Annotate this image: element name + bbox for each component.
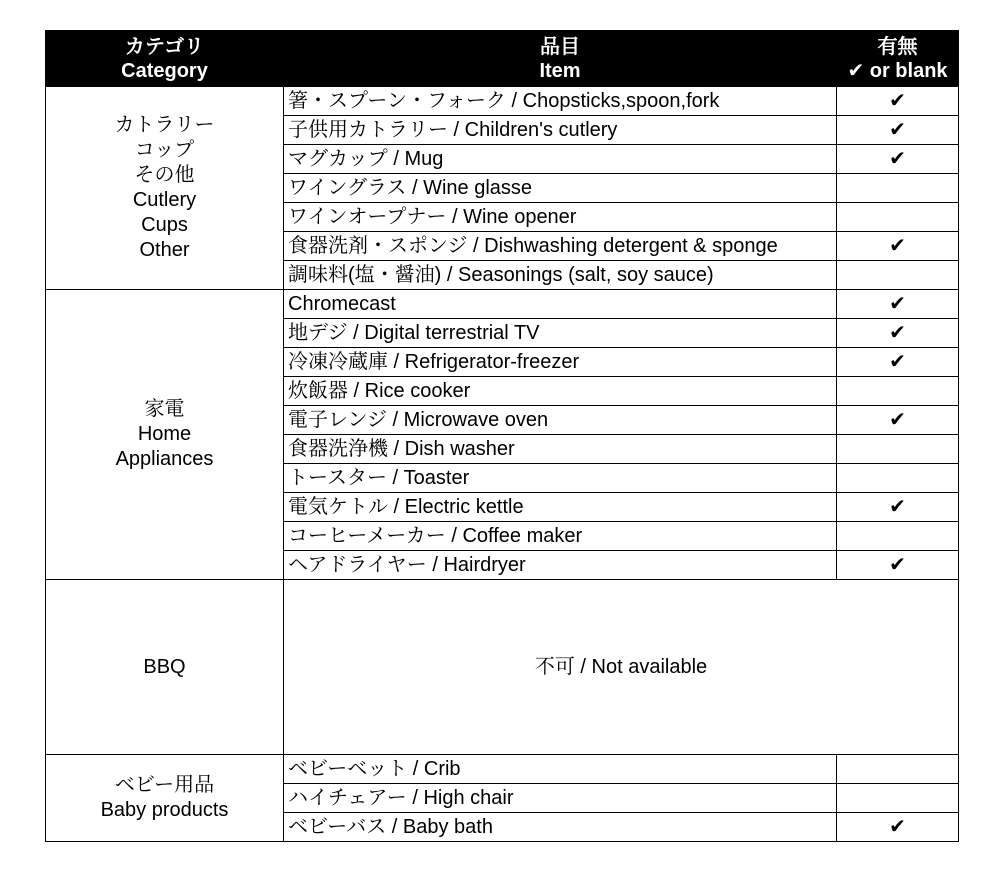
header-availability [837,31,959,87]
header-category [46,31,284,87]
item-label: 電気ケトル / Electric kettle [284,493,837,522]
table-row [46,580,959,755]
category-label: Home [137,423,192,445]
checkmark-icon: ✔ [837,493,959,522]
checkmark-icon [837,755,959,784]
item-label: ハイチェアー / High chair [284,784,837,813]
item-label: 電子レンジ / Microwave oven [284,406,837,435]
checkmark-icon: ✔ [837,813,959,842]
item-label: 地デジ / Digital terrestrial TV [284,319,837,348]
checkmark-icon [837,435,959,464]
checkmark-icon [837,174,959,203]
header-category-ja: カテゴリ [124,35,205,58]
category-label: ベビー用品 [114,774,215,796]
checkmark-icon: ✔ [837,406,959,435]
not-available-label: 不可 / Not available [284,580,959,755]
item-label: 炊飯器 / Rice cooker [284,377,837,406]
category-label: コップ [134,139,195,161]
item-label: マグカップ / Mug [284,145,837,174]
checkmark-icon [837,464,959,493]
header-availability-en: ✔ or blank [847,59,948,82]
table-row [46,755,959,784]
category-label: BBQ [143,655,186,678]
category-label: 家電 [144,398,185,420]
item-label: ワイングラス / Wine glasse [284,174,837,203]
item-label: 食器洗浄機 / Dish washer [284,435,837,464]
checkmark-icon: ✔ [837,551,959,580]
header-item-ja: 品目 [540,35,580,58]
item-label: ヘアドライヤー / Hairdryer [284,551,837,580]
checkmark-icon: ✔ [837,290,959,319]
checkmark-icon: ✔ [837,145,959,174]
category-cell [46,290,284,580]
table-body [46,87,959,842]
table-row [46,290,959,319]
item-label: 食器洗剤・スポンジ / Dishwashing detergent & sponge [284,232,837,261]
checkmark-icon [837,203,959,232]
category-label: Baby products [100,799,229,821]
category-cell [46,87,284,290]
category-cell [46,755,284,842]
checkmark-icon [837,377,959,406]
category-label: Cups [141,214,188,236]
amenities-table [45,30,959,842]
checkmark-icon: ✔ [837,87,959,116]
category-label: カトラリー [114,114,215,136]
item-label: コーヒーメーカー / Coffee maker [284,522,837,551]
category-cell [46,580,284,755]
category-label: Other [139,239,190,261]
checkmark-icon: ✔ [837,116,959,145]
item-label: 調味料(塩・醤油) / Seasonings (salt, soy sauce) [284,261,837,290]
item-label: 箸・スプーン・フォーク / Chopsticks,spoon,fork [284,87,837,116]
item-label: 冷凍冷蔵庫 / Refrigerator-freezer [284,348,837,377]
item-label: トースター / Toaster [284,464,837,493]
category-label: Appliances [115,448,214,470]
table-row [46,87,959,116]
item-label: Chromecast [284,290,837,319]
item-label: ベビーバス / Baby bath [284,813,837,842]
header-item [284,31,837,87]
checkmark-icon [837,522,959,551]
category-label: その他 [134,164,195,186]
header-item-en: Item [539,59,581,82]
header-availability-ja: 有無 [877,35,918,58]
checkmark-icon [837,261,959,290]
item-label: 子供用カトラリー / Children's cutlery [284,116,837,145]
checkmark-icon: ✔ [837,319,959,348]
category-label: Cutlery [132,189,197,211]
checkmark-icon: ✔ [837,232,959,261]
checkmark-icon [837,784,959,813]
item-label: ベビーベット / Crib [284,755,837,784]
header-row [46,31,959,87]
checkmark-icon: ✔ [837,348,959,377]
item-label: ワインオープナー / Wine opener [284,203,837,232]
header-category-en: Category [121,59,208,82]
